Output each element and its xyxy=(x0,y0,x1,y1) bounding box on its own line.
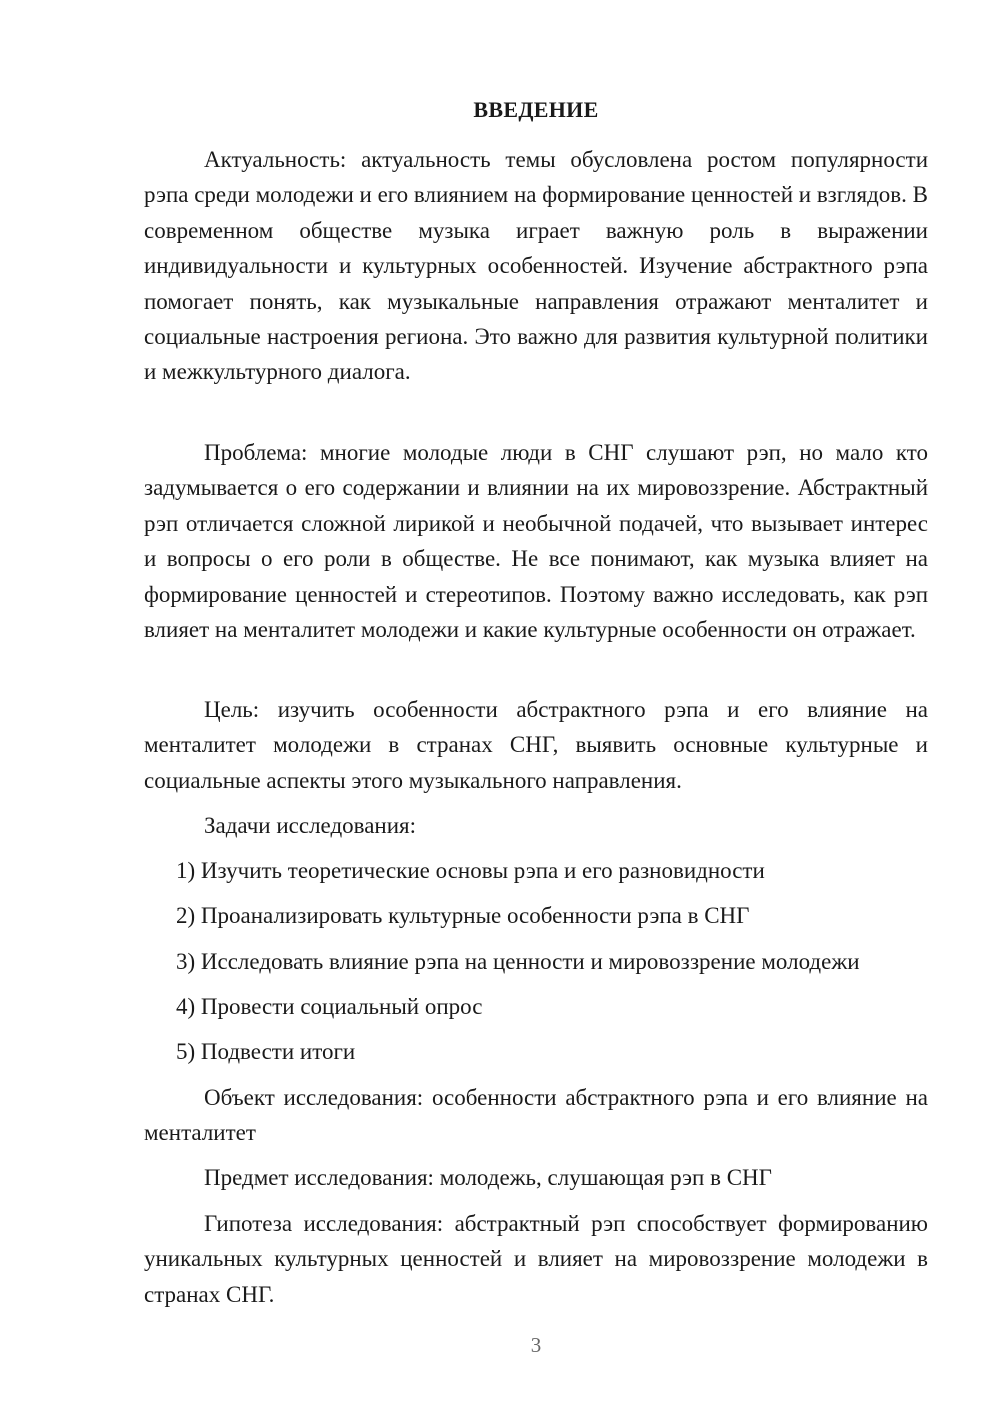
page-title: ВВЕДЕНИЕ xyxy=(473,97,599,122)
paragraph-relevance: Актуальность: актуальность темы обусловлена ростом популярности рэпа среди молодежи и его влиянием на формирование ценностей и взглядов. В современном обществе музыка играет важную роль в выражении индивидуальности и культурных особенностей. Изучение абстрактного рэпа помогает понять, как музыкальные направления отражают менталитет и социальные настроения региона. Это важно для развития культурной политики и межкультурного диалога. xyxy=(144,147,928,385)
paragraph-subject: Предмет исследования: молодежь, слушающая рэп в СНГ xyxy=(204,1165,772,1190)
task-item-1: 1) Изучить теоретические основы рэпа и его разновидности xyxy=(176,858,765,883)
task-item-4: 4) Провести социальный опрос xyxy=(176,994,483,1019)
paragraph-object: Объект исследования: особенности абстрактного рэпа и его влияние на менталитет xyxy=(144,1085,928,1146)
paragraph-goal: Цель: изучить особенности абстрактного рэпа и его влияние на менталитет молодежи в странах СНГ, выявить основные культурные и социальные аспекты этого музыкального направления. xyxy=(144,697,928,793)
tasks-heading: Задачи исследования: xyxy=(204,813,417,838)
task-item-2: 2) Проанализировать культурные особенности рэпа в СНГ xyxy=(176,903,750,928)
paragraph-problem: Проблема: многие молодые люди в СНГ слушают рэп, но мало кто задумывается о его содержании и влиянии на их мировоззрение. Абстрактный рэп отличается сложной лирикой и необычной подачей, что вызывает интерес и вопросы о его роли в обществе. Не все понимают, как музыка влияет на формирование ценностей и стереотипов. Поэтому важно исследовать, как рэп влияет на менталитет молодежи и какие культурные особенности он отражает. xyxy=(144,440,928,643)
task-item-5: 5) Подвести итоги xyxy=(176,1039,356,1064)
task-item-3: 3) Исследовать влияние рэпа на ценности и мировоззрение молодежи xyxy=(176,949,860,974)
page-number: 3 xyxy=(530,1333,542,1357)
paragraph-hypothesis: Гипотеза исследования: абстрактный рэп способствует формированию уникальных культурных ценностей и влияет на мировоззрение молодежи в странах СНГ. xyxy=(144,1211,928,1307)
